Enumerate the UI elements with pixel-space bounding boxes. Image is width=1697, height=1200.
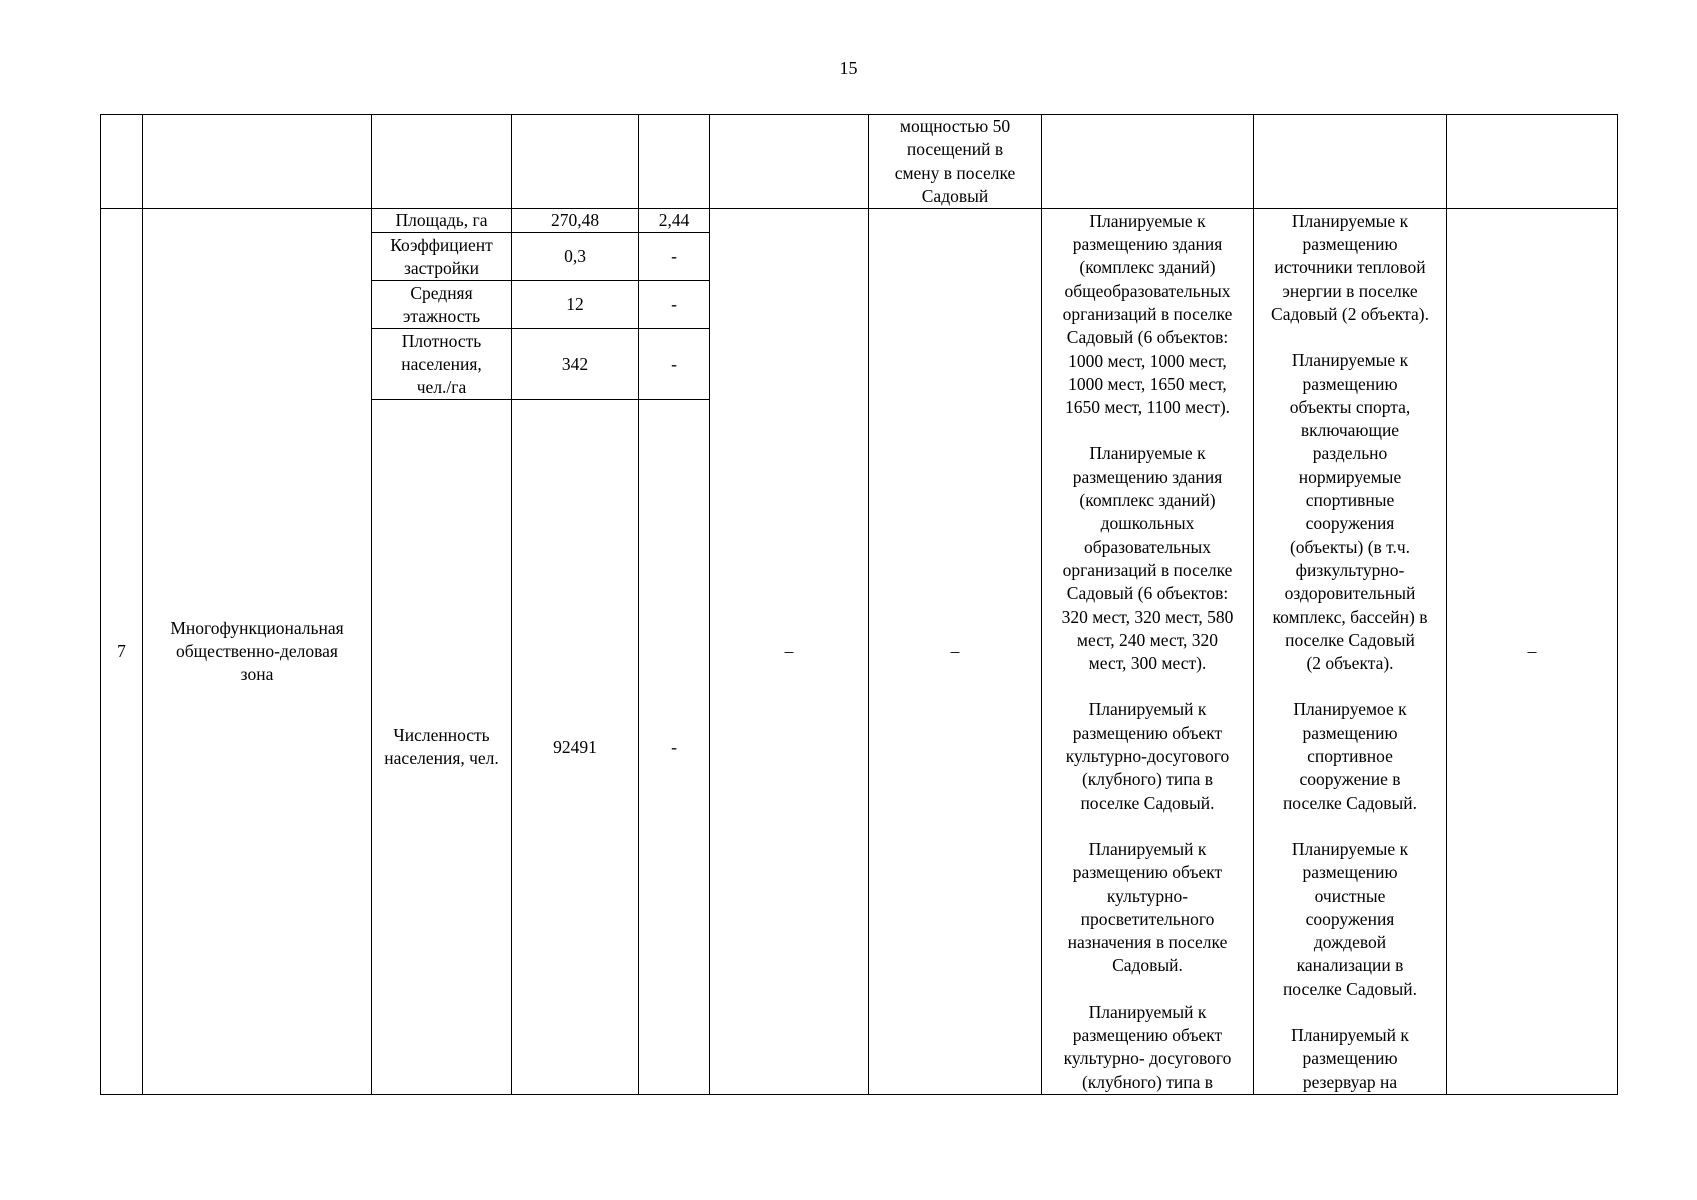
planned-paragraph: Планируемые к размещению здания (комплекс зданий) общеобразовательных организаций в поселке Садовый (6 объектов: 1000 мест, 1000 мест, 1000 мест, 1650 мест, 1650 мест, 1100 мест). xyxy=(1062,210,1233,418)
planned-paragraph: Планируемые к размещению источники тепловой энергии в поселке Садовый (2 объекта). xyxy=(1271,210,1429,324)
continuation-row xyxy=(101,115,1618,209)
cont-col8-cell xyxy=(1042,115,1254,209)
indicator-value: 342 xyxy=(512,329,639,400)
cont-value-cell xyxy=(512,115,639,209)
indicator-value: 92491 xyxy=(512,400,639,1095)
col10-dash: – xyxy=(1447,209,1618,1095)
indicator-value: 270,48 xyxy=(512,209,639,233)
cont-num-cell xyxy=(101,115,143,209)
cont-col6-cell xyxy=(710,115,869,209)
planned-infrastructure-cell xyxy=(1254,209,1447,1095)
indicator-extra: 2,44 xyxy=(639,209,710,233)
planned-objects-cell xyxy=(1042,209,1254,1095)
cont-col10-cell xyxy=(1447,115,1618,209)
planned-paragraph: Планируемый к размещению объект культурно- досугового (клубного) типа в xyxy=(1063,1001,1232,1092)
zones-table xyxy=(100,114,1618,1095)
indicator-name: Площадь, га xyxy=(372,209,512,233)
cont-extra-cell xyxy=(639,115,710,209)
cont-col7-cell: мощностью 50 посещений в смену в поселке Садовый xyxy=(869,115,1042,209)
planned-paragraph: Планируемые к размещению здания (комплекс зданий) дошкольных образовательных организаций в поселке Садовый (6 объектов: 320 мест, 320 мест, 580 мест, 240 мест, 320 мест, 300 мест). xyxy=(1061,443,1234,674)
page-number: 15 xyxy=(839,58,858,78)
planned-paragraph: Планируемый к размещению объект культурно-досугового (клубного) типа в поселке Садовый. xyxy=(1065,699,1230,813)
row-number: 7 xyxy=(101,209,143,1095)
planned-paragraph: Планируемое к размещению спортивное сооружение в поселке Садовый. xyxy=(1282,699,1418,813)
indicator-name: Средняя этажность xyxy=(372,281,512,329)
planned-paragraph: Планируемые к размещению объекты спорта, включающие раздельно нормируемые спортивные сооружения (объекты) (в т.ч. физкультурно- оздоровительный комплекс, бассейн) в поселке Садовый (2 объекта). xyxy=(1272,350,1428,674)
indicator-extra: - xyxy=(639,400,710,1095)
indicator-name: Плотность населения, чел./га xyxy=(372,329,512,400)
col6-dash: – xyxy=(710,209,869,1095)
planned-paragraph: Планируемый к размещению резервуар на xyxy=(1291,1024,1409,1092)
col7-dash: – xyxy=(869,209,1042,1095)
indicator-value: 0,3 xyxy=(512,233,639,281)
planned-paragraph: Планируемый к размещению объект культурно- просветительного назначения в поселке Садовый. xyxy=(1067,838,1228,976)
table-row xyxy=(101,209,1618,233)
planned-paragraph: Планируемые к размещению очистные сооружения дождевой канализации в поселке Садовый. xyxy=(1282,838,1418,999)
indicator-extra: - xyxy=(639,329,710,400)
cont-col9-cell xyxy=(1254,115,1447,209)
indicator-value: 12 xyxy=(512,281,639,329)
indicator-extra: - xyxy=(639,281,710,329)
indicator-extra: - xyxy=(639,233,710,281)
indicator-name: Численность населения, чел. xyxy=(372,400,512,1095)
zone-name: Многофункциональная общественно-деловая зона xyxy=(143,209,372,1095)
indicator-name: Коэффициент застройки xyxy=(372,233,512,281)
cont-indicator-cell xyxy=(372,115,512,209)
cont-zone-cell xyxy=(143,115,372,209)
